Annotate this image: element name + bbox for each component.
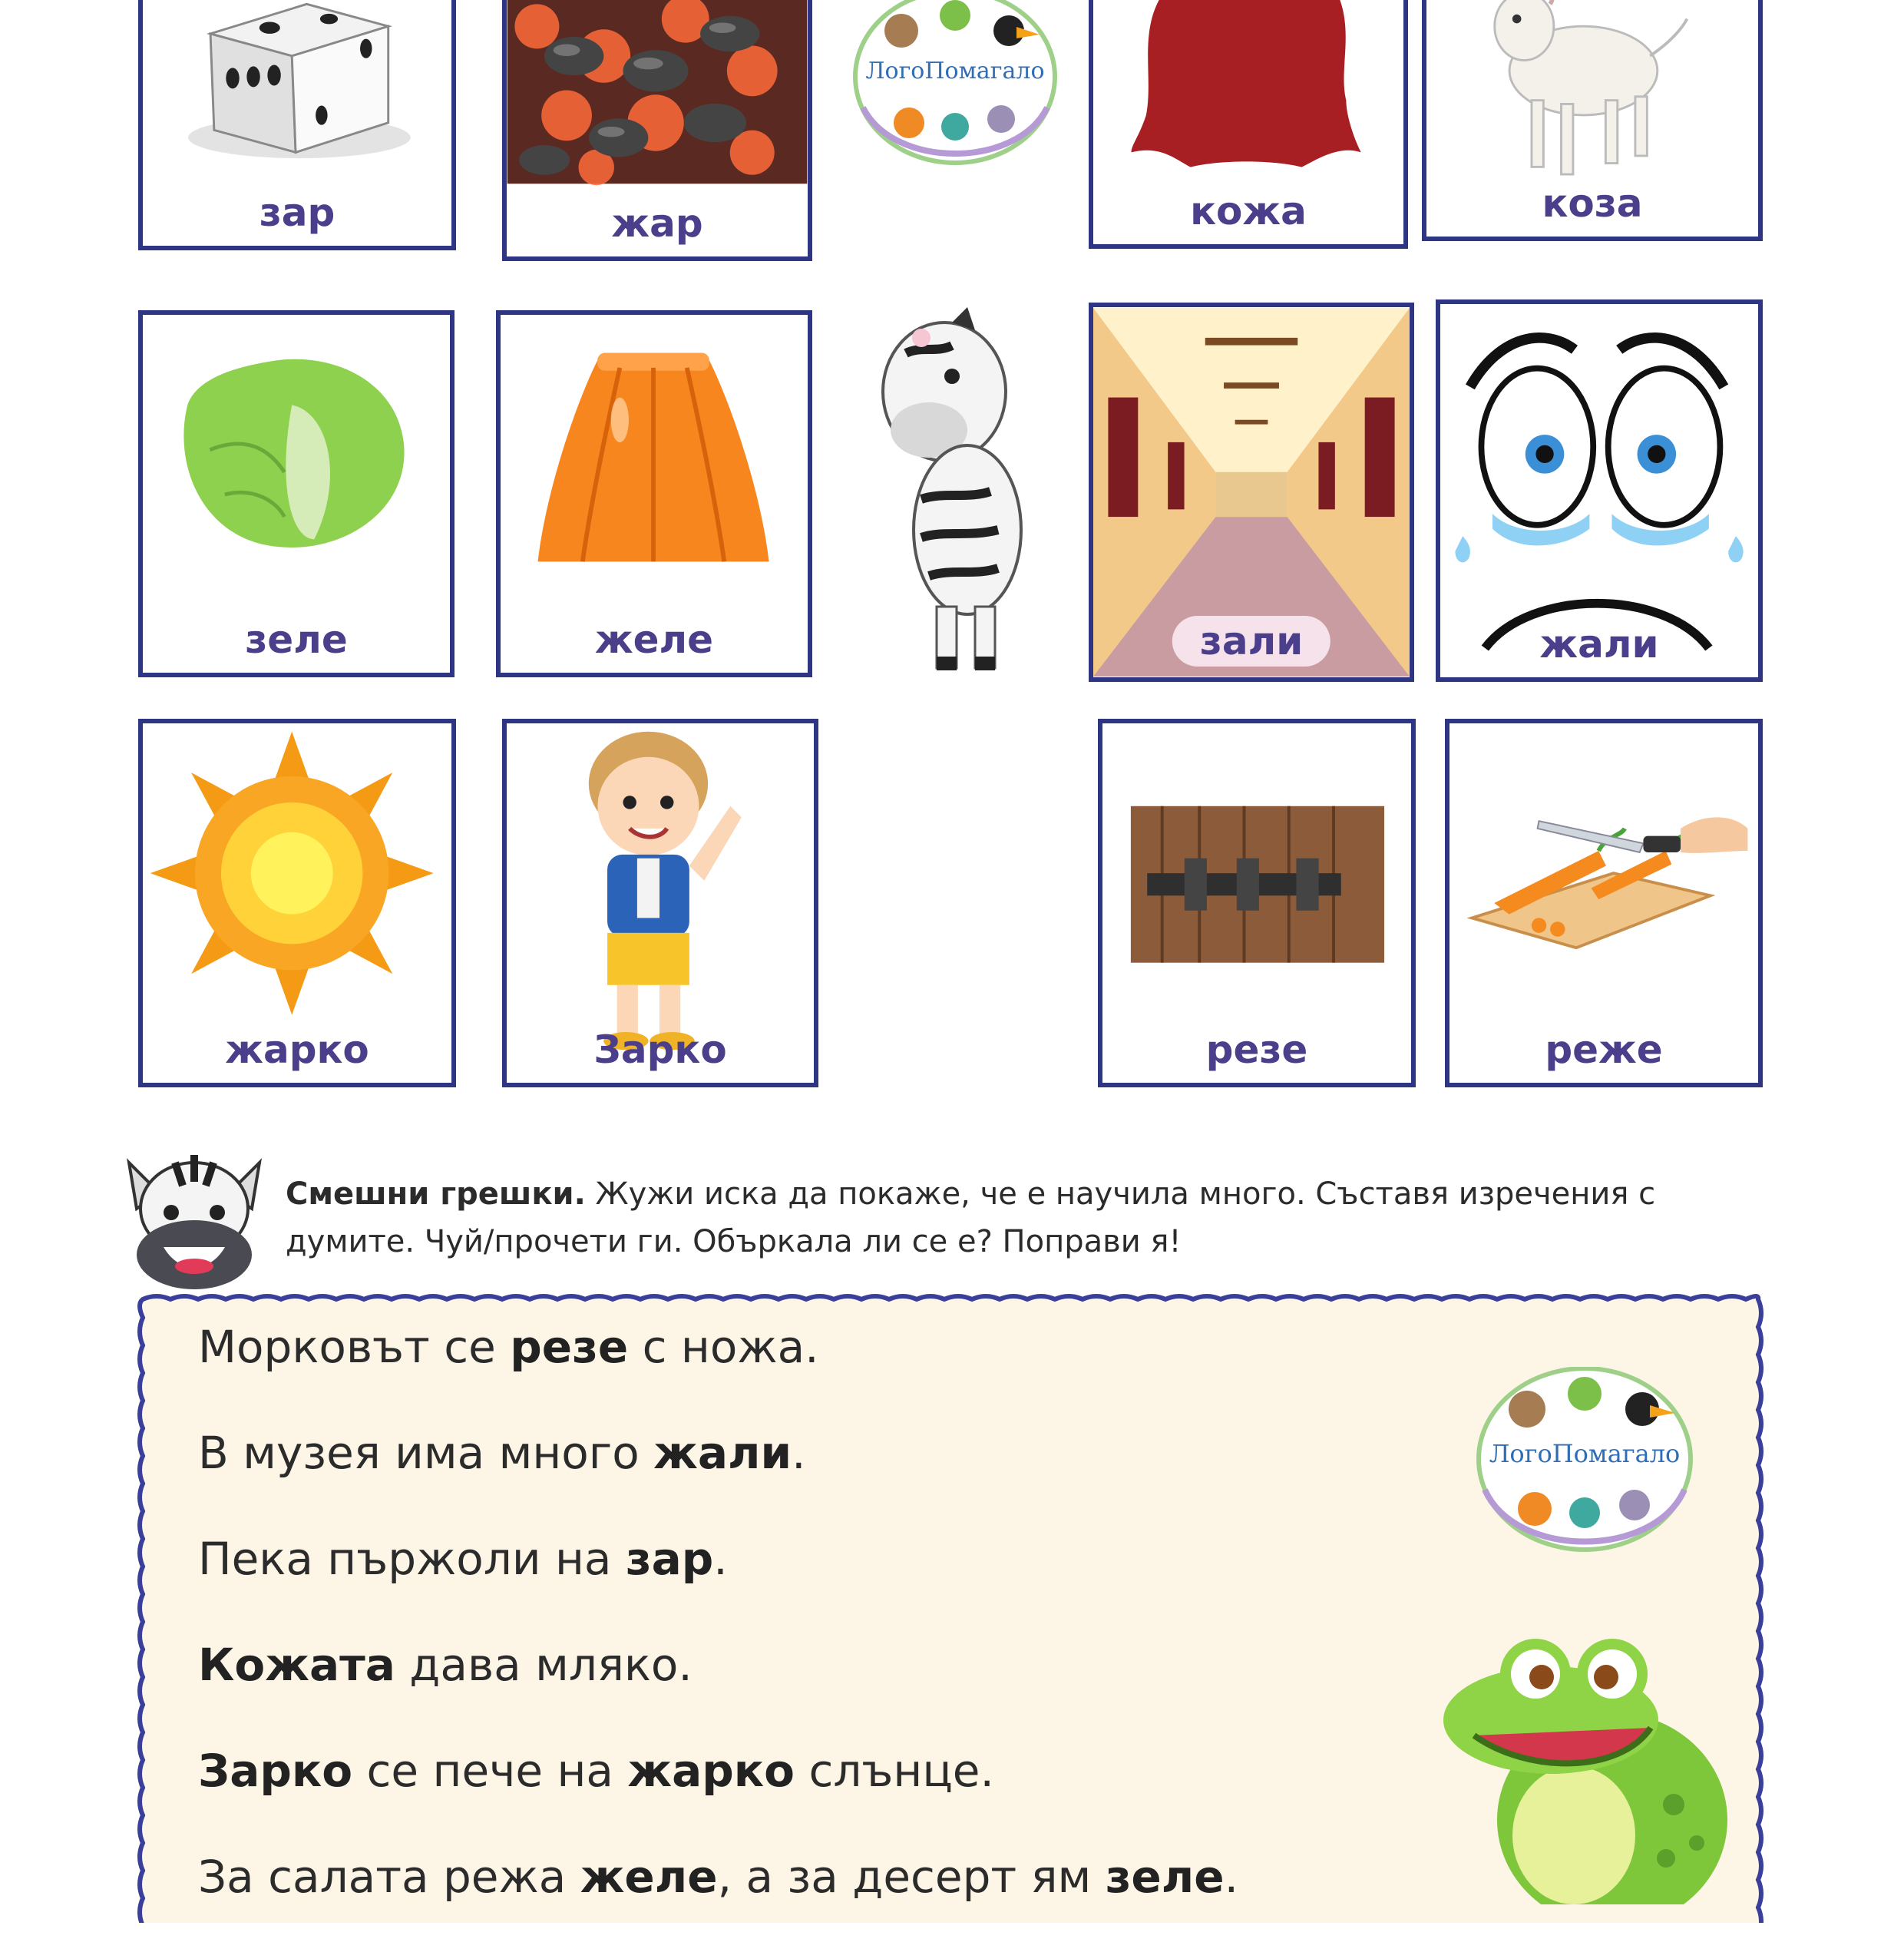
sentences-list <box>198 1316 1503 1952</box>
sentence-keyword: желе <box>580 1851 718 1903</box>
sentence-keyword: Зарко <box>198 1745 353 1797</box>
card-word: Зарко <box>593 1027 727 1072</box>
card-kozha <box>1089 0 1408 249</box>
sentence-text: . <box>713 1533 728 1585</box>
sentence-text: . <box>792 1427 806 1479</box>
sentence-keyword: жарко <box>627 1745 795 1797</box>
card-rezhe <box>1445 719 1763 1087</box>
sentence-text: Пека пържоли на <box>198 1533 626 1585</box>
sentence-text: с ножа. <box>628 1321 819 1373</box>
card-word: зали <box>1172 616 1330 667</box>
card-word: коза <box>1542 181 1643 226</box>
card-word: желе <box>594 617 714 662</box>
logo-icon <box>1469 1367 1700 1567</box>
card-zar <box>138 0 456 250</box>
sentence <box>198 1846 1503 1952</box>
sentence <box>198 1740 1503 1846</box>
frog-icon <box>1420 1628 1743 1904</box>
sentence-keyword: жали <box>653 1427 792 1479</box>
instructions-text: Жужи иска да покаже, че е научила много. Съставя изречения с думите. Чуй/прочети ги. Объркала ли се е? Поправи я! <box>286 1176 1656 1259</box>
card-word: зеле <box>245 617 348 662</box>
sentence-text: се пече на <box>352 1745 628 1797</box>
card-word: зар <box>259 190 336 235</box>
sentence <box>198 1634 1503 1740</box>
logo-text: ЛогоПомагало <box>865 58 1045 84</box>
card-word: кожа <box>1190 189 1307 233</box>
logo-text: ЛогоПомагало <box>1489 1439 1681 1468</box>
card-zhali <box>1436 299 1763 682</box>
sentence <box>198 1422 1503 1528</box>
instructions-title: Смешни грешки. <box>286 1176 586 1212</box>
sentence-text: В музея има много <box>198 1427 654 1479</box>
sentence-text: слънце. <box>795 1745 994 1797</box>
card-word: реже <box>1545 1027 1663 1072</box>
instructions <box>286 1170 1767 1265</box>
card-word: жали <box>1539 622 1659 667</box>
sentence <box>198 1316 1503 1422</box>
sentence-text: Морковът се <box>198 1321 511 1373</box>
card-zali <box>1089 303 1414 682</box>
card-word: жар <box>611 201 703 246</box>
card-zele <box>138 310 455 677</box>
card-reze <box>1098 719 1416 1087</box>
logo-icon <box>848 0 1063 177</box>
zebra-icon <box>860 307 1067 676</box>
sentence-text: дава мляко. <box>395 1639 693 1691</box>
sentence <box>198 1528 1503 1634</box>
sentence-keyword: зеле <box>1105 1851 1225 1903</box>
sentence-keyword: резе <box>510 1321 629 1373</box>
card-zarko <box>502 719 818 1087</box>
sentence-text: За салата режа <box>198 1851 580 1903</box>
card-zhar <box>502 0 812 261</box>
card-zharko <box>138 719 456 1087</box>
card-koza <box>1422 0 1763 241</box>
sentence-text: . <box>1224 1851 1239 1903</box>
sentence-keyword: зар <box>625 1533 714 1585</box>
sentence-text: , а за десерт ям <box>717 1851 1106 1903</box>
card-word: резе <box>1205 1027 1308 1072</box>
zebra-head-icon <box>114 1140 275 1293</box>
card-word: жарко <box>225 1027 369 1072</box>
sentence-keyword: Кожата <box>198 1639 395 1691</box>
card-zhele <box>496 310 812 677</box>
